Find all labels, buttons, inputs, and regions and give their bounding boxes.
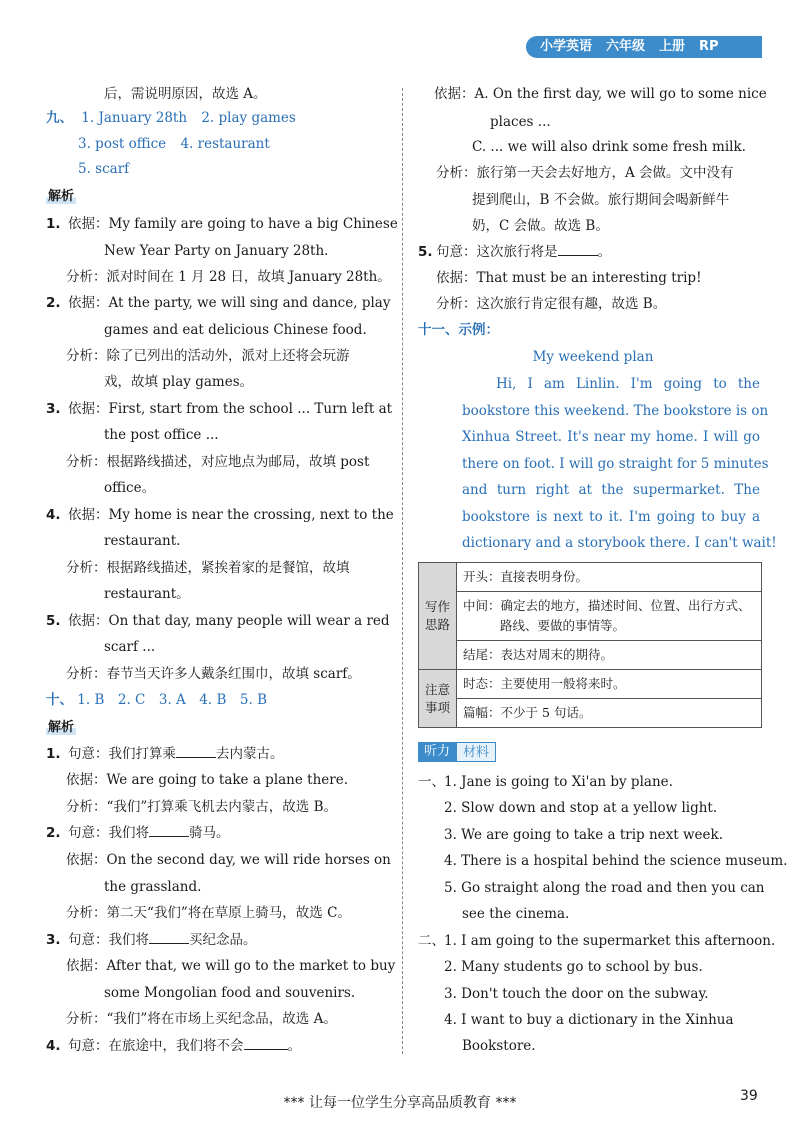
text-line: 戏，故填 play games。 [104, 374, 254, 390]
text-line: 分析：旅行第一天会去好地方，A 会做。文中没有 [436, 165, 734, 181]
text-line: restaurant。 [104, 586, 190, 602]
text-line: 分析：派对时间在 1 月 28 日，故填 January 28th。 [66, 269, 391, 285]
text-line: 依据：My family are going to have a big Chinese [68, 216, 398, 232]
question-number: 2. [46, 825, 61, 841]
section-9-answers: 九、 1. January 28th 2. play games [46, 110, 296, 126]
text-line: 依据：On the second day, we will ride horses on [66, 852, 391, 868]
listening-line: Bookstore. [462, 1038, 536, 1054]
text-line: 奶，C 会做。故选 B。 [472, 218, 609, 234]
listening-line: 2. Many students go to school by bus. [444, 959, 703, 975]
tips-cell: 中间：确定去的地方，描述时间、位置、出行方式、 路线、要做的事情等。 [457, 592, 762, 641]
text-line: 分析：根据路线描述，紧挨着家的是餐馆，故填 [66, 560, 350, 576]
listening-line: 3. We are going to take a trip next week. [444, 827, 723, 843]
grade-label: 六年级 [606, 39, 646, 54]
text-line: 后，需说明原因，故选 A。 [104, 86, 267, 102]
text-line: 分析：第二天“我们”将在草原上骑马，故选 C。 [66, 905, 351, 921]
text-line: C. ... we will also drink some fresh milk. [472, 139, 746, 155]
listening-line: see the cinema. [462, 906, 570, 922]
listening-line: 4. There is a hospital behind the science museum. [444, 853, 788, 869]
text-line: games and eat delicious Chinese food. [104, 322, 367, 338]
question-number: 3. [46, 401, 61, 417]
text-line: 分析：“我们”将在市场上买纪念品，故选 A。 [66, 1011, 337, 1027]
notes-cell: 时态：主要使用一般将来时。 [457, 670, 762, 699]
text-line: 句意：我们打算乘 去内蒙古。 [68, 746, 284, 762]
answer-blank [149, 930, 189, 944]
listening-line: 1. Jane is going to Xi'an by plane. [444, 774, 673, 790]
text-line: 句意：我们将 买纪念品。 [68, 932, 257, 948]
listening-line: 5. Go straight along the road and then you can [444, 880, 765, 896]
essay-line: bookstore this weekend. The bookstore is on [462, 403, 769, 419]
answer-blank [244, 1036, 288, 1050]
question-number: 1. [46, 746, 61, 762]
question-number: 5. [418, 244, 433, 260]
edition-label: RP [699, 39, 719, 54]
essay-line: bookstore is next to it. I'm going to buy a [462, 509, 760, 525]
page-number: 39 [740, 1088, 758, 1104]
question-number: 1. [46, 216, 61, 232]
essay-title: My weekend plan [532, 349, 654, 365]
listening-line: 3. Don't touch the door on the subway. [444, 986, 709, 1002]
text-line: office。 [104, 480, 156, 496]
listening-line: 2. Slow down and stop at a yellow light. [444, 800, 718, 816]
question-number: 5. [46, 613, 61, 629]
text-line: places ... [490, 114, 551, 130]
column-divider [402, 88, 403, 1054]
notes-cell: 篇幅：不少于 5 句话。 [457, 699, 762, 728]
text-line: 依据：We are going to take a plane there. [66, 772, 348, 788]
text-line: 依据：A. On the first day, we will go to some nice [434, 86, 767, 102]
section-label: 一、 [418, 774, 445, 790]
text-line: 分析：根据路线描述，对应地点为邮局，故填 post [66, 454, 370, 470]
section-10-answers: 十、 1. B 2. C 3. A 4. B 5. B [46, 692, 267, 708]
listening-line: 4. I want to buy a dictionary in the Xinhua [444, 1012, 734, 1028]
essay-line: Hi, I am Linlin. I'm going to the [496, 376, 760, 392]
tips-cell: 开头：直接表明身份。 [457, 563, 762, 592]
text-line: some Mongolian food and souvenirs. [104, 985, 356, 1001]
section-label: 二、 [418, 933, 445, 949]
essay-line: there on foot. I will go straight for 5 minutes [462, 456, 769, 472]
essay-line: Xinhua Street. It's near my home. I will go [462, 429, 760, 445]
section-11-heading: 十一、示例： [418, 322, 499, 338]
question-number: 3. [46, 932, 61, 948]
question-number: 2. [46, 295, 61, 311]
text-line: 依据：That must be an interesting trip! [436, 270, 702, 286]
header-tag [526, 36, 762, 58]
text-line: 提到爬山，B 不会做。旅行期间会喝新鲜牛 [472, 192, 730, 208]
section-9-answers: 3. post office 4. restaurant [78, 136, 270, 152]
text-line: New Year Party on January 28th. [104, 243, 329, 259]
listening-line: 1. I am going to the supermarket this afternoon. [444, 933, 776, 949]
section-9-answers: 5. scarf [78, 161, 130, 177]
footer-slogan: *** 让每一位学生分享高品质教育 *** [283, 1095, 517, 1111]
text-line: scarf ... [104, 639, 156, 655]
text-line: 句意：在旅途中，我们将不会 。 [68, 1038, 301, 1054]
essay-line: dictionary and a storybook there. I can't wait! [462, 535, 777, 551]
essay-line: and turn right at the supermarket. The [462, 482, 760, 498]
answer-blank [176, 744, 216, 758]
text-line: the grassland. [104, 879, 202, 895]
question-number: 4. [46, 507, 61, 523]
text-line: 依据：On that day, many people will wear a red [68, 613, 390, 629]
subject-label: 小学英语 [540, 39, 593, 54]
question-number: 4. [46, 1038, 61, 1054]
text-line: 分析：“我们”打算乘飞机去内蒙古，故选 B。 [66, 799, 338, 815]
writing-tips-table [418, 562, 762, 728]
text-line: the post office ... [104, 427, 219, 443]
listening-heading: 听力 材料 [418, 742, 496, 762]
text-line: 句意：这次旅行将是 。 [436, 244, 611, 260]
text-line: 依据：First, start from the school ... Turn left at [68, 401, 393, 417]
text-line: 分析：这次旅行肯定很有趣，故选 B。 [436, 296, 667, 312]
text-line: 分析：春节当天许多人戴条红围巾，故填 scarf。 [66, 666, 361, 682]
text-line: 句意：我们将 骑马。 [68, 825, 230, 841]
term-label: 上册 [659, 39, 686, 54]
answer-blank [149, 823, 189, 837]
jiexi-heading: 解析 [48, 189, 75, 204]
notes-header: 注意 事项 [419, 670, 457, 728]
text-line: 分析：除了已列出的活动外，派对上还将会玩游 [66, 348, 350, 364]
jiexi-heading: 解析 [48, 720, 75, 735]
text-line: restaurant. [104, 533, 181, 549]
answer-blank [558, 242, 598, 256]
text-line: 依据：My home is near the crossing, next to the [68, 507, 394, 523]
tips-cell: 结尾：表达对周末的期待。 [457, 641, 762, 670]
text-line: 依据：After that, we will go to the market to buy [66, 958, 396, 974]
text-line: 依据：At the party, we will sing and dance, play [68, 295, 391, 311]
tips-header: 写作 思路 [419, 563, 457, 670]
